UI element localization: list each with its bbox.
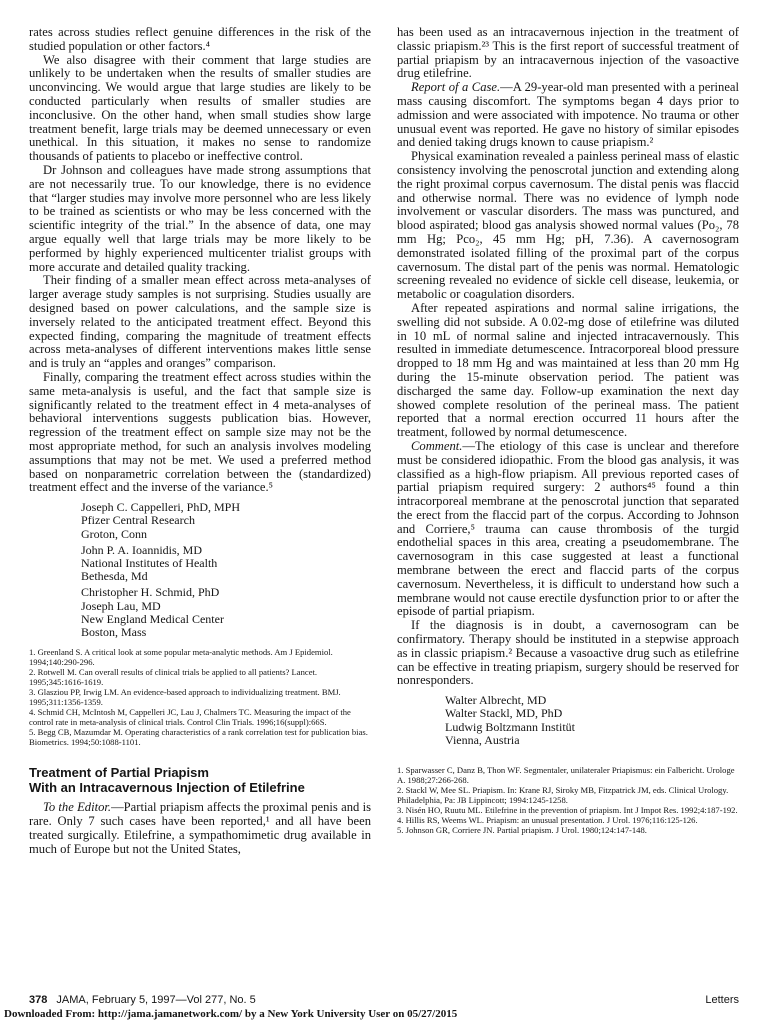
article-title-line: With an Intracavernous Injection of Etilefrine bbox=[29, 780, 305, 796]
reference-list bbox=[29, 647, 371, 747]
reference-item: 1. Greenland S. A critical look at some popular meta-analytic methods. Am J Epidemiol. 1994;140:290-296. bbox=[29, 647, 333, 668]
editor-text: —Partial priapism affects the proximal penis and is rare. Only 7 such cases have been reported,¹ and all have been treated surgically. Etilefrine, a sympathomimetic drug available in much of Europe but not the United States, bbox=[29, 800, 371, 856]
signature-line: Bethesda, Md bbox=[81, 569, 148, 584]
reference-item: 2. Stackl W, Mee SL. Priapism. In: Krane RJ, Siroky MB, Fitzpatrick JM, eds. Clinical Urology. Philadelphia, Pa: JB Lippincott; 1994:1245-1258. bbox=[397, 785, 729, 806]
case-lead: Report of a Case. bbox=[411, 80, 501, 95]
reference-item: 5. Johnson GR, Corriere JN. Partial priapism. J Urol. 1980;124:147-148. bbox=[397, 825, 647, 836]
paragraph: If the diagnosis is in doubt, a cavernosogram can be confirmatory. Therapy should be instituted in a stepwise approach as in classic priapism.² Because a vasoactive drug such as etilefrine can be effective in treating priapism, surgery should be reserved for nonresponders. bbox=[397, 618, 739, 688]
page-footer bbox=[29, 994, 739, 1006]
paragraph: has been used as an intracavernous injection in the treatment of classic priapism.²³ This is the first report of successful treatment of partial priapism by an intracavernous injection of the vasoactive drug etilefrine. bbox=[397, 25, 739, 81]
reference-item: 3. Glasziou PP, Irwig LM. An evidence-based approach to individualizing treatment. BMJ. 1995;311:1356-1359. bbox=[29, 687, 341, 708]
paragraph bbox=[397, 440, 739, 619]
right-column bbox=[397, 26, 739, 835]
signature-line: Vienna, Austria bbox=[445, 732, 520, 747]
signature-line: New England Medical Center bbox=[81, 611, 224, 626]
paragraph bbox=[397, 81, 739, 150]
signature-line: National Institutes of Health bbox=[81, 555, 218, 570]
paragraph: After repeated aspirations and normal saline irrigations, the swelling did not subside. A 0.02-mg dose of etilefrine was diluted in 10 mL of normal saline and injected intracavernously. This resulted in immediate detumescence. Intracorporeal blood pressure dropped to 18 mm Hg and was maintained at less than 20 mm Hg during the 15-minute observation period. The patient was discharged the same day. Follow-up examination the next day showed complete resolution of the perineal mass. The patient reported that a normal erection occurred 11 hours after the treatment, followed by normal detumescence. bbox=[397, 300, 739, 440]
editor-lead: To the Editor. bbox=[43, 800, 112, 815]
download-notice: Downloaded From: http://jama.jamanetwork.com/ by a New York University User on 05/27/2015 bbox=[4, 1008, 458, 1020]
paragraph: Their finding of a smaller mean effect across meta-analyses of larger average study samples is not surprising. Studies usually are designed based on power calculations, and the sample size is inversely related to the anticipated treatment effect. Beyond this expected finding, comparing the magnitude of treatment effects across meta-analyses of different interventions makes little sense and is truly an “apples and oranges” comparison. bbox=[29, 273, 371, 371]
page-number: 378 bbox=[29, 994, 48, 1006]
signature-line: Joseph C. Cappelleri, PhD, MPH bbox=[81, 500, 240, 515]
left-column bbox=[29, 26, 371, 856]
author-signature bbox=[81, 501, 371, 639]
signature-line: Pfizer Central Research bbox=[81, 513, 195, 528]
signature-line: Walter Stackl, MD, PhD bbox=[445, 706, 563, 721]
reference-list bbox=[397, 765, 739, 835]
signature-line: Boston, Mass bbox=[81, 624, 147, 639]
comment-lead: Comment. bbox=[411, 438, 463, 453]
signature-line: Walter Albrecht, MD bbox=[445, 693, 547, 708]
signature-line: Christopher H. Schmid, PhD bbox=[81, 585, 220, 600]
signature-line: Groton, Conn bbox=[81, 526, 147, 541]
signature-line: John P. A. Ioannidis, MD bbox=[81, 542, 203, 557]
paragraph bbox=[29, 801, 371, 856]
reference-item: 4. Schmid CH, McIntosh M, Cappelleri JC, Lau J, Chalmers TC. Measuring the impact of the control rate in meta-analysis of clinical trials. Control Clin Trials. 1996;16(suppl):66S. bbox=[29, 707, 351, 728]
reference-item: 2. Rotwell M. Can overall results of clinical trials be applied to all patients? Lancet. 1995;345:1616-1619. bbox=[29, 667, 318, 688]
signature-line: Joseph Lau, MD bbox=[81, 598, 161, 613]
case-text: —A 29-year-old man presented with a perineal mass causing discomfort. The symptoms began 4 days prior to admission and were associated with impotence. No trauma or other unusual event was reported. He gave no history of similar episodes and denied taking drugs known to cause priapism.² bbox=[397, 80, 739, 150]
paragraph: We also disagree with their comment that large studies are unlikely to be undertaken when the results of smaller studies are unconvincing. We would argue that large studies are likely to be conducted particularly when results of smaller studies are inconclusive. On the other hand, when small studies show large treatment benefit, large trials may be deemed unnecessary or even unethical. In this situation, it makes no sense to randomize thousands of patients to placebo or ineffective control. bbox=[29, 52, 371, 164]
paragraph: Finally, comparing the treatment effect across studies within the same meta-analysis is useful, and the fact that sample size is significantly related to the treatment effect in 4 meta-analyses of behavioral interventions suggests publication bias. However, regression of the treatment effect on sample size may not be the most appropriate method, for such an analysis involves modeling assumptions that may not be met. We used a preferred method based on nonparametric correlation between the (standardized) treatment effect and the inverse of the variance.⁵ bbox=[29, 369, 371, 495]
paragraph: Dr Johnson and colleagues have made strong assumptions that are not necessarily true. To our knowledge, there is no evidence that “larger studies may involve more personnel who are less likely to be trained as scientists or who may be less concerned with the scientific integrity of the trial.” In the absence of data, one may argue equally well that large trials may be more likely to be performed by highly experienced multicenter trialist groups with more accurate and detailed quality tracking. bbox=[29, 162, 371, 274]
paragraph: Physical examination revealed a painless perineal mass of elastic consistency involving the penoscrotal junction and extending along the right proximal corpus cavernosum. The distal penis was flaccid and otherwise normal. There was no evidence of lymph node involvement or vascular disorders. The mass was punctured, and blood aspirated; blood gas analysis showed normal values (Po₂, 78 mm Hg; Pco₂, 45 mm Hg; pH, 7.36). A cavernosogram demonstrated isolated filling of the proximal part of the corpus cavernosum. The distal part of the penis was normal. Hematologic screening revealed no evidence of sickle cell disease, leukemia, or metabolic or coagulation disorders. bbox=[397, 149, 739, 302]
section-label: Letters bbox=[705, 994, 739, 1006]
reference-item: 3. Nisén HO, Ruutu ML. Etilefrine in the prevention of priapism. Int J Impot Res. 1992;4:187-192. bbox=[397, 805, 738, 816]
comment-text: —The etiology of this case is unclear and therefore must be considered idiopathic. From the blood gas analysis, it was classified as a high-flow priapism. All previous reported cases of partial priapism required surgery: 2 authors⁴⁵ found a thin intracorporeal membrane at the penoscrotal junction that separated the erect from the flaccid part of the corpus. According to Johnson and Corriere,⁵ trauma can cause thrombosis of the turgid endothelial spaces in this area, creating a pseudomembrane. The cavernosogram in this case suggested at least a functional membrane between the erect and flaccid parts of the corpus cavernosum. Nevertheless, it is difficult to understand how such a membrane would not cause erectile dysfunction prior to or after the episode of partial priapism. bbox=[397, 438, 739, 619]
paragraph: rates across studies reflect genuine differences in the risk of the studied population or other factors.⁴ bbox=[29, 25, 371, 53]
reference-item: 5. Begg CB, Mazumdar M. Operating characteristics of a rank correlation test for publication bias. Biometrics. 1994;50:1088-1101. bbox=[29, 727, 368, 748]
reference-item: 1. Sparwasser C, Danz B, Thon WF. Segmentaler, unilateraler Priapismus: ein Falbericht. Urologe A. 1988;27:266-268. bbox=[397, 765, 735, 786]
article-title-line: Treatment of Partial Priapism bbox=[29, 765, 209, 781]
author-signature bbox=[445, 694, 739, 747]
article-title bbox=[29, 765, 371, 795]
signature-line: Ludwig Boltzmann Institüt bbox=[445, 719, 575, 734]
journal-info: JAMA, February 5, 1997—Vol 277, No. 5 bbox=[56, 994, 256, 1006]
reference-item: 4. Hillis RS, Weems WL. Priapism: an unusual presentation. J Urol. 1976;116:125-126. bbox=[397, 815, 698, 826]
